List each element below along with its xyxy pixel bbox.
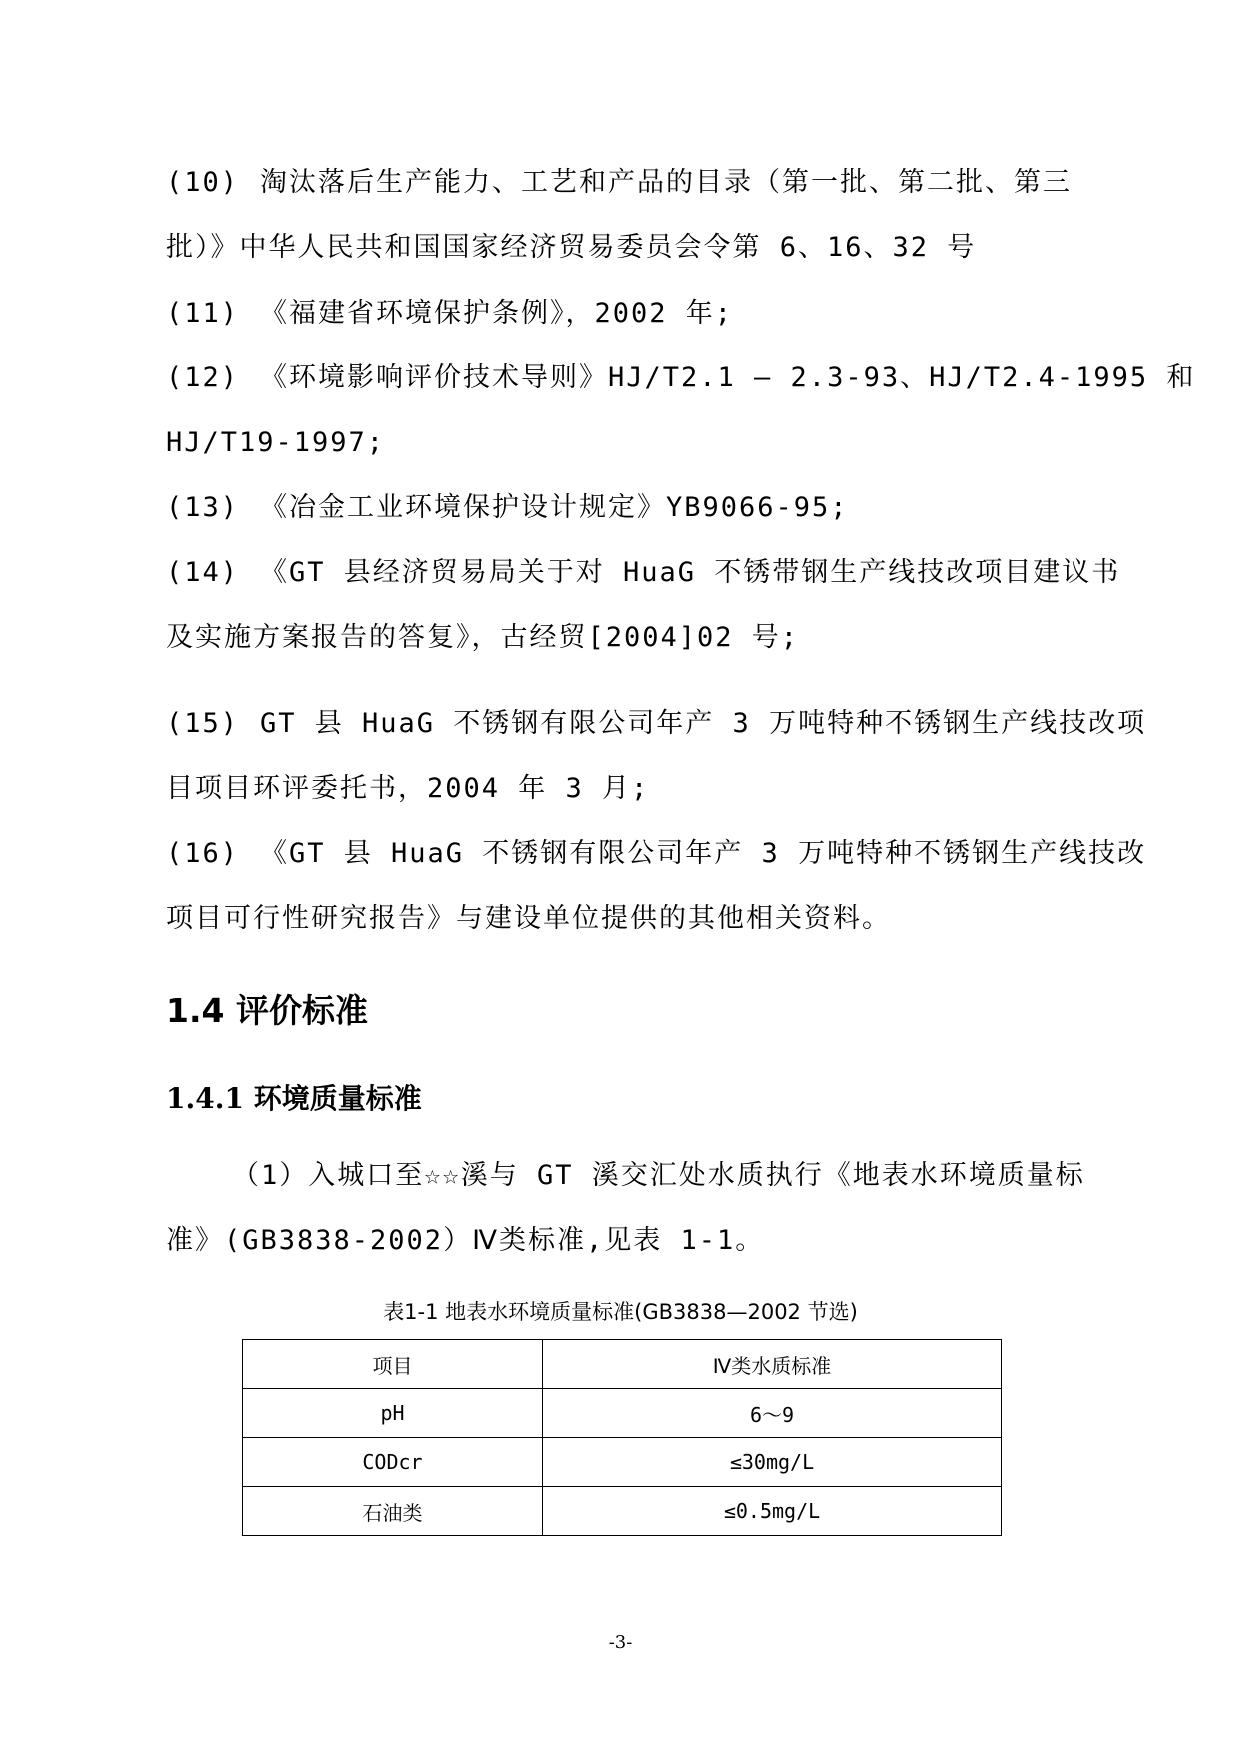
reference-16 xyxy=(166,837,1146,871)
table-header-row xyxy=(243,1340,1002,1389)
reference-10-continued: 批）》中华人民共和国国家经济贸易委员会令第 6、16、32 号 xyxy=(166,232,977,263)
reference-number: (13) xyxy=(166,492,240,523)
reference-text: GT 县 HuaG 不锈钢有限公司年产 3 万吨特种不锈钢生产线技改项 xyxy=(260,708,1147,739)
reference-text: 《GT 县 HuaG 不锈钢有限公司年产 3 万吨特种不锈钢生产线技改 xyxy=(260,838,1147,869)
reference-text: 《GT 县经济贸易局关于对 HuaG 不锈带钢生产线技改项目建议书 xyxy=(260,557,1121,588)
reference-15-continued: 目项目环评委托书，2004 年 3 月; xyxy=(166,773,650,804)
table-cell-standard: 6～9 xyxy=(543,1389,1002,1438)
paragraph-line-1: （1）入城口至☆☆溪与 GT 溪交汇处水质执行《地表水环境质量标 xyxy=(232,1160,1085,1191)
reference-12 xyxy=(166,361,1195,395)
table-cell-item: pH xyxy=(243,1389,543,1438)
reference-number: (15) xyxy=(166,708,240,739)
table-row xyxy=(243,1389,1002,1438)
reference-text: 淘汰落后生产能力、工艺和产品的目录（第一批、第二批、第三 xyxy=(260,167,1072,198)
reference-16-continued: 项目可行性研究报告》与建设单位提供的其他相关资料。 xyxy=(166,903,891,934)
reference-text: 《福建省环境保护条例》，2002 年; xyxy=(260,298,734,329)
table-row xyxy=(243,1438,1002,1487)
reference-number: (10) xyxy=(166,167,240,198)
table-header-cell: 项目 xyxy=(243,1340,543,1389)
reference-14 xyxy=(166,556,1120,590)
table-row xyxy=(243,1487,1002,1536)
reference-15 xyxy=(166,707,1146,741)
reference-text: 《冶金工业环境保护设计规定》YB9066-95; xyxy=(260,492,849,523)
table-cell-standard: ≤0.5mg/L xyxy=(543,1487,1002,1536)
paragraph-line-2: 准》(GB3838-2002）Ⅳ类标准,见表 1-1。 xyxy=(166,1225,765,1256)
subsection-heading: 1.4.1 环境质量标准 xyxy=(166,1082,422,1115)
reference-10 xyxy=(166,166,1072,200)
reference-number: (11) xyxy=(166,298,240,329)
reference-12-continued: HJ/T19-1997; xyxy=(166,427,386,458)
table-cell-standard: ≤30mg/L xyxy=(543,1438,1002,1487)
reference-text: 《环境影响评价技术导则》HJ/T2.1 – 2.3-93、HJ/T2.4-1995 和 xyxy=(260,362,1196,393)
reference-14-continued: 及实施方案报告的答复》，古经贸[2004]02 号; xyxy=(166,622,800,653)
water-quality-table xyxy=(242,1339,1002,1536)
reference-13 xyxy=(166,491,849,525)
table-cell-item: 石油类 xyxy=(243,1487,543,1536)
reference-number: (16) xyxy=(166,838,240,869)
table-cell-item: CODcr xyxy=(243,1438,543,1487)
table-caption: 表1-1 地表水环境质量标准(GB3838—2002 节选) xyxy=(383,1300,858,1324)
reference-11 xyxy=(166,297,733,331)
reference-number: (14) xyxy=(166,557,240,588)
table-header-cell: Ⅳ类水质标准 xyxy=(543,1340,1002,1389)
page-number: -3- xyxy=(608,1632,633,1653)
section-heading: 1.4 评价标准 xyxy=(166,991,368,1030)
reference-number: (12) xyxy=(166,362,240,393)
